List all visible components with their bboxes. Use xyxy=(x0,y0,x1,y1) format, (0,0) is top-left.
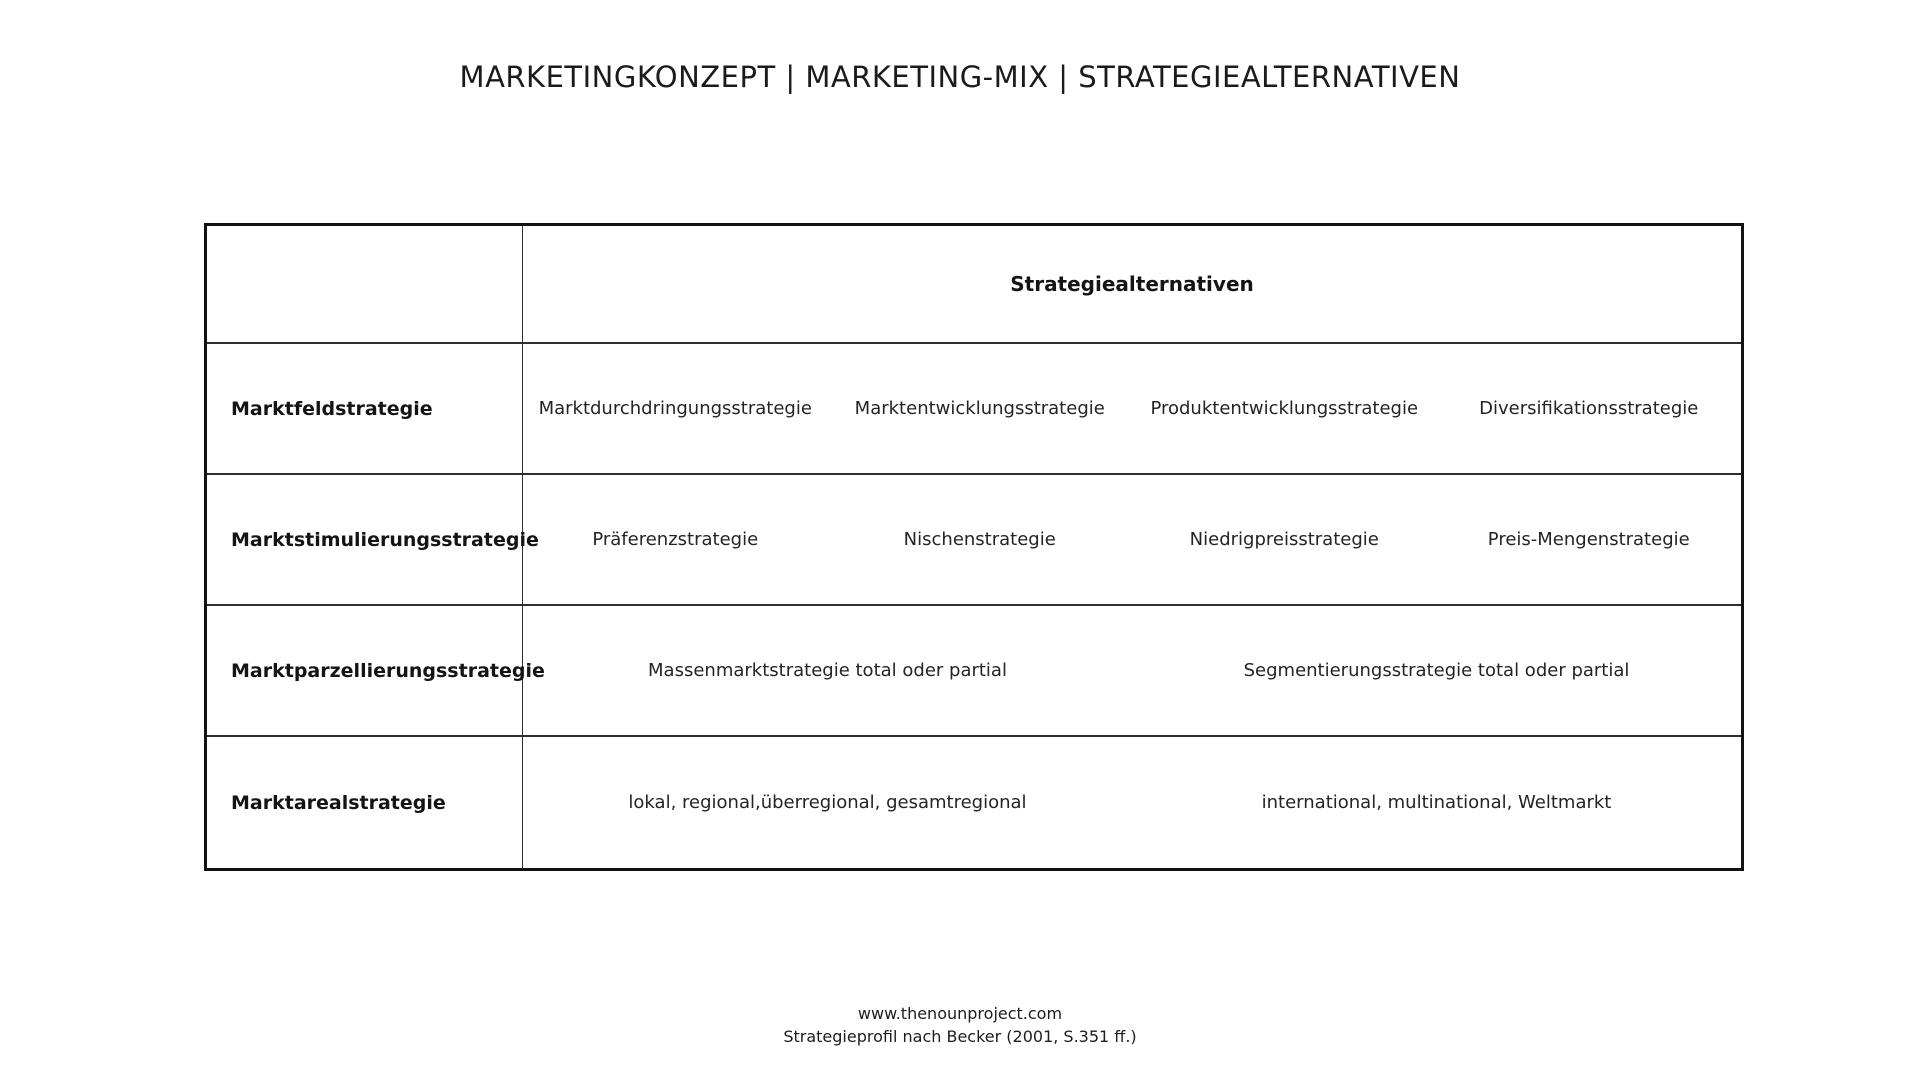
cell-international-weltmarkt: international, multinational, Weltmarkt xyxy=(1261,792,1612,813)
footer-citation: Strategieprofil nach Becker (2001, S.351 ff.) xyxy=(783,1027,1137,1047)
table-header-strategiealternativen: Strategiealternativen xyxy=(523,226,1741,344)
cell-praeferenzstrategie: Präferenzstrategie xyxy=(592,529,759,550)
footer xyxy=(0,1002,1920,1048)
row-label-marktarealstrategie: Marktarealstrategie xyxy=(207,737,523,868)
cell-preis-mengenstrategie: Preis-Mengenstrategie xyxy=(1487,529,1690,550)
cell-segmentierungsstrategie: Segmentierungsstrategie total oder partial xyxy=(1243,660,1630,681)
row-content-marktstimulierungsstrategie xyxy=(523,475,1741,606)
table-corner-cell-empty xyxy=(207,226,523,344)
footer-source-url: www.thenounproject.com xyxy=(857,1004,1063,1023)
cell-marktdurchdringungsstrategie: Marktdurchdringungsstrategie xyxy=(538,398,812,419)
row-label-marktstimulierungsstrategie: Marktstimulierungsstrategie xyxy=(207,475,523,606)
cell-nischenstrategie: Nischenstrategie xyxy=(903,529,1056,550)
cell-produktentwicklungsstrategie: Produktentwicklungsstrategie xyxy=(1150,398,1419,419)
cell-lokal-regional: lokal, regional,überregional, gesamtregional xyxy=(628,792,1027,813)
row-content-marktparzellierungsstrategie xyxy=(523,606,1741,737)
cell-marktentwicklungsstrategie: Marktentwicklungsstrategie xyxy=(854,398,1105,419)
row-label-marktparzellierungsstrategie: Marktparzellierungsstrategie xyxy=(207,606,523,737)
cell-niedrigpreisstrategie: Niedrigpreisstrategie xyxy=(1189,529,1379,550)
row-content-marktfeldstrategie xyxy=(523,344,1741,475)
cell-massenmarktstrategie: Massenmarktstrategie total oder partial xyxy=(648,660,1007,681)
row-content-marktarealstrategie xyxy=(523,737,1741,868)
row-label-marktfeldstrategie: Marktfeldstrategie xyxy=(207,344,523,475)
page-title: MARKETINGKONZEPT | MARKETING-MIX | STRATEGIEALTERNATIVEN xyxy=(459,60,1461,94)
strategy-table xyxy=(204,223,1744,871)
cell-diversifikationsstrategie: Diversifikationsstrategie xyxy=(1479,398,1699,419)
